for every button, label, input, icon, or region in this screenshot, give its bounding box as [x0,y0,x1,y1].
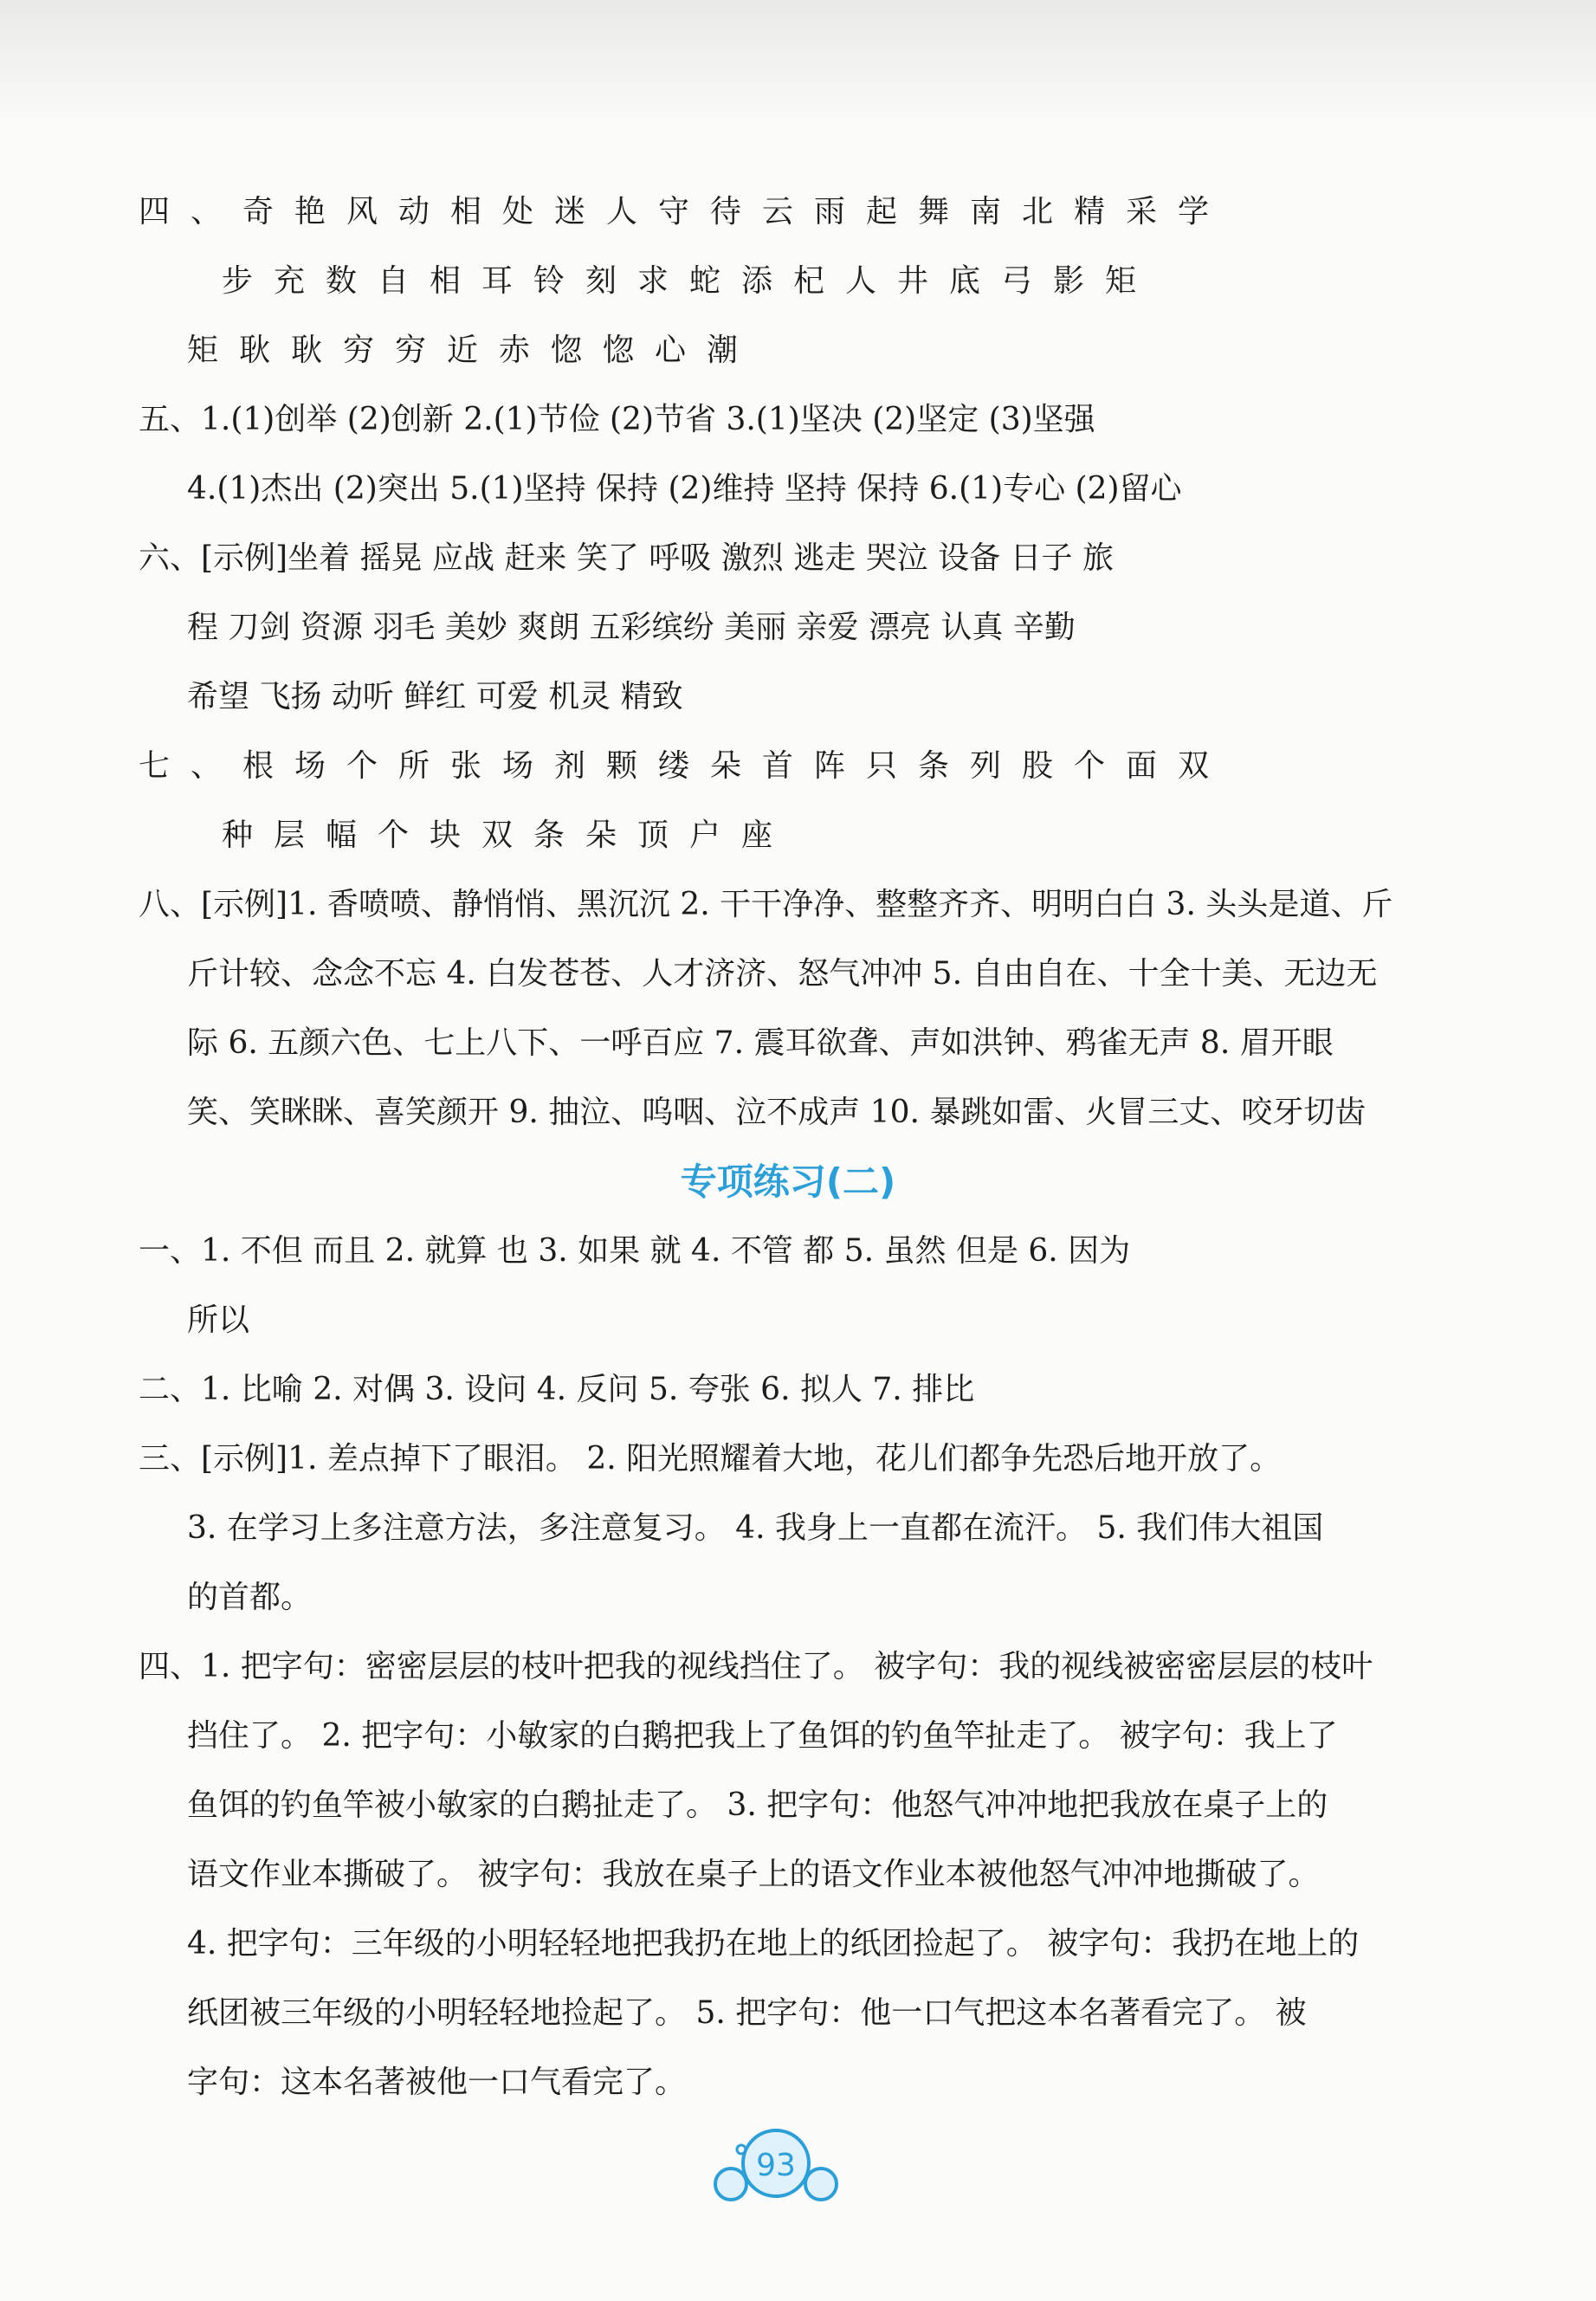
answer-line: 挡住了。 2. 把字句：小敏家的白鹅把我上了鱼饵的钓鱼竿扯走了。 被字句：我上了 [187,1718,1338,1754]
page-number: 93 [756,2148,796,2183]
answer-content [139,178,1438,2117]
answer-line: 笑、笑眯眯、喜笑颜开 9. 抽泣、呜咽、泣不成声 10. 暴跳如雷、火冒三丈、咬牙切齿 [187,1095,1367,1130]
answer-line: 纸团被三年级的小明轻轻地捡起了。 5. 把字句：他一口气把这本名著看完了。 被 [187,1995,1307,2031]
answer-line: 希望 飞扬 动听 鲜红 可爱 机灵 精致 [187,679,683,714]
answer-line: 七、根场个所张场剂颗缕朵首阵只条列股个面双 [139,748,1231,784]
answer-line: 语文作业本撕破了。 被字句：我放在桌子上的语文作业本被他怒气冲冲地撕破了。 [187,1857,1320,1892]
answer-line: 鱼饵的钓鱼竿被小敏家的白鹅扯走了。 3. 把字句：他怒气冲冲地把我放在桌子上的 [187,1787,1328,1823]
answer-line: 斤计较、念念不忘 4. 白发苍苍、人才济济、怒气冲冲 5. 自由自在、十全十美、无边无 [187,956,1378,992]
answer-line: 种层幅个块双条朵顶户座 [222,818,794,853]
page-badge-graphic [710,2123,842,2219]
answer-line: 字句：这本名著被他一口气看完了。 [187,2065,687,2100]
answer-line: 步充数自相耳铃刻求蛇添杞人井底弓影矩 [222,263,1158,299]
answer-line: 四、1. 把字句：密密层层的枝叶把我的视线挡住了。 被字句：我的视线被密密层层的枝叶 [139,1649,1373,1684]
answer-line: 程 刀剑 资源 羽毛 美妙 爽朗 五彩缤纷 美丽 亲爱 漂亮 认真 辛勤 [187,610,1076,645]
page-number-badge [710,2123,842,2219]
section-title: 专项练习(二) [680,1160,896,1203]
answer-line: 所以 [187,1302,250,1338]
answer-line: 的首都。 [187,1580,313,1615]
badge-small-dot [737,2145,746,2154]
answer-line: 八、[示例]1. 香喷喷、静悄悄、黑沉沉 2. 干干净净、整整齐齐、明明白白 3. 头头是道、斤 [139,887,1393,922]
badge-right-bubble [805,2168,837,2200]
answer-line: 五、1.(1)创举 (2)创新 2.(1)节俭 (2)节省 3.(1)坚决 (2)坚定 (3)坚强 [139,402,1095,437]
scan-top-shadow [0,0,1596,130]
answer-line: 际 6. 五颜六色、七上八下、一呼百应 7. 震耳欲聋、声如洪钟、鸦雀无声 8. 眉开眼 [187,1025,1334,1061]
answer-line: 3. 在学习上多注意方法，多注意复习。 4. 我身上一直都在流汗。 5. 我们伟大祖国 [187,1510,1324,1546]
answer-line: 矩耿耿穷穷近赤惚惚心潮 [187,333,759,368]
answer-line: 4.(1)杰出 (2)突出 5.(1)坚持 保持 (2)维持 坚持 保持 6.(1)专心 (2)留心 [187,471,1182,507]
badge-left-bubble [715,2168,746,2200]
answer-line: 二、1. 比喻 2. 对偶 3. 设问 4. 反问 5. 夸张 6. 拟人 7. 排比 [139,1372,975,1407]
answer-line: 一、1. 不但 而且 2. 就算 也 3. 如果 就 4. 不管 都 5. 虽然 但是 6. 因为 [139,1233,1131,1269]
answer-line: 4. 把字句：三年级的小明轻轻地把我扔在地上的纸团捡起了。 被字句：我扔在地上的 [187,1926,1360,1962]
answer-line: 六、[示例]坐着 摇晃 应战 赶来 笑了 呼吸 激烈 逃走 哭泣 设备 日子 旅 [139,540,1114,576]
answer-line: 四、奇艳风动相处迷人守待云雨起舞南北精采学 [139,194,1231,229]
answer-line: 三、[示例]1. 差点掉下了眼泪。 2. 阳光照耀着大地，花儿们都争先恐后地开放了。 [139,1441,1282,1477]
